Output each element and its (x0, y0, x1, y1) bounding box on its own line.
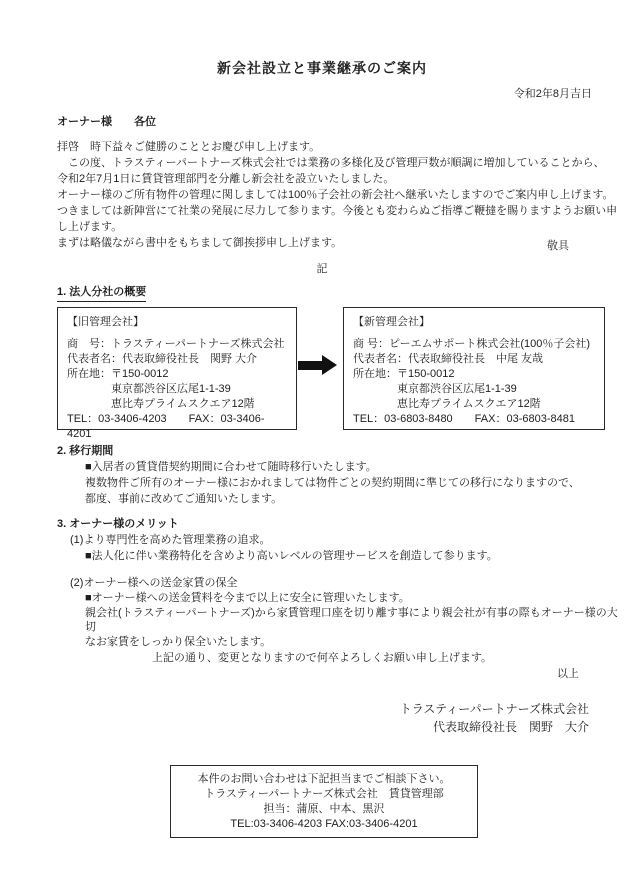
greeting-paragraph (57, 139, 624, 251)
addressee: オーナー様 各位 (57, 116, 156, 128)
signature-representative: 代表取締役社長 関野 大介 (432, 720, 589, 734)
contact-line: 担当：蒲原、中本、黒沢 (263, 803, 385, 815)
section2-heading: 2. 移行期間 (57, 445, 114, 457)
contact-line: TEL:03-3406-4203 FAX:03-3406-4201 (230, 818, 418, 830)
greeting-line: オーナー様のご所有物件の管理に関しましては100％子会社の新会社へ継承いたしますのでご案内申し上げます。 (57, 189, 614, 201)
section3-item1-body: ■法人化に伴い業務特化を含めより高いレベルの管理サービスを創造して参ります。 (85, 550, 498, 562)
old-company-trade-name: 商 号：トラスティーパートナーズ株式会社 (67, 338, 285, 350)
section2-line: 複数物件ご所有のオーナー様におかれましては物件ごとの契約期間に準じての移行になりますので、 (85, 477, 580, 489)
section2-line: 都度、事前に改めてご通知いたします。 (85, 493, 283, 505)
old-company-representative: 代表者名：代表取締役社長 関野 大介 (67, 353, 258, 365)
new-company-postal: 所在地：〒150-0012 (353, 368, 455, 380)
new-company-representative: 代表者名：代表取締役社長 中尾 友哉 (353, 353, 544, 365)
old-company-address2: 恵比寿プライムスクエア12階 (111, 398, 255, 410)
greeting-line: 拝啓 時下益々ご健勝のこととお慶び申し上げます。 (57, 141, 321, 153)
old-company-box (57, 307, 297, 440)
contact-line: トラスティーパートナーズ株式会社 賃貸管理部 (204, 788, 444, 800)
document-date: 令和2年8月吉日 (513, 88, 592, 100)
contact-line: 本件のお問い合わせは下記担当までご相談下さい。 (197, 773, 451, 785)
arrow-right-icon (298, 355, 337, 375)
section3-item1-title: (1)より専門性を高めた管理業務の追求。 (70, 534, 271, 546)
old-company-address1: 東京都渋谷区広尾1-1-39 (111, 383, 231, 395)
new-company-label: 【新管理会社】 (353, 316, 430, 328)
end-mark: 以上 (557, 668, 579, 680)
new-company-address2: 恵比寿プライムスクエア12階 (397, 398, 541, 410)
section3-item2-line: 親会社(トラスティーパートナーズ)から家賃管理口座を切り離す事により親会社が有事の際もオーナー様の大切 (85, 606, 618, 633)
new-company-box (343, 307, 605, 430)
greeting-line: 令和2年7月1日に賃貸管理部門を分離し新会社を設立いたしました。 (57, 173, 395, 185)
section3-item2-title: (2)オーナー様への送金家賃の保全 (70, 577, 238, 589)
signature-company: トラスティーパートナーズ株式会社 (399, 702, 589, 716)
old-company-label: 【旧管理会社】 (67, 316, 144, 328)
page-title: 新会社設立と事業継承のご案内 (217, 60, 427, 76)
section3-heading: 3. オーナー様のメリット (57, 518, 179, 530)
greeting-line: この度、トラスティーパートナーズ株式会社では業務の多様化及び管理戸数が順調に増加していることから、 (57, 157, 605, 169)
closing-request: 上記の通り、変更となりますので何卒よろしくお願い申し上げます。 (151, 652, 493, 664)
section3-item2-line: ■オーナー様への送金賃料を今まで以上に安全に管理いたします。 (85, 592, 410, 604)
section2-body (85, 459, 624, 507)
greeting-line: つきましては新陣営にて社業の発展に尽力して参ります。今後とも変わらぬご指導ご鞭撻を賜りますようお願い申し上げます。 (57, 205, 618, 233)
new-company-tel-fax: TEL：03-6803-8480 FAX：03-6803-8481 (353, 413, 575, 425)
old-company-tel-fax: TEL：03-3406-4203 FAX：03-3406-4201 (67, 413, 265, 440)
section3-item2-line: なお家賃をしっかり保全いたします。 (85, 635, 272, 648)
signature-block (0, 700, 644, 736)
record-mark: 記 (316, 263, 328, 275)
contact-box (170, 765, 478, 838)
section2-line: ■入居者の賃貸借契約期間に合わせて随時移行いたします。 (85, 461, 377, 473)
closing-word: 敬具 (547, 240, 569, 252)
new-company-address1: 東京都渋谷区広尾1-1-39 (397, 383, 517, 395)
greeting-line: まずは略儀ながら書中をもちまして御挨拶申し上げます。 (57, 237, 343, 249)
section1-heading: 1. 法人分社の概要 (57, 284, 146, 302)
new-company-trade-name: 商 号：ピーエムサポート株式会社(100％子会社) (353, 338, 591, 350)
section3-item2-body (85, 591, 624, 649)
old-company-postal: 所在地：〒150-0012 (67, 368, 169, 380)
